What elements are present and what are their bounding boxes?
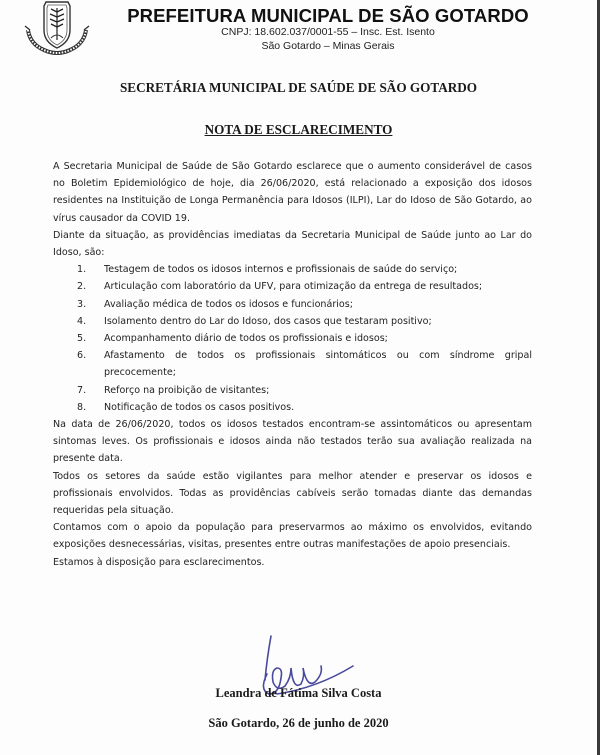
measures-list (53, 261, 532, 416)
document-title: NOTA DE ESCLARECIMENTO (204, 122, 393, 137)
list-item (53, 347, 532, 381)
list-number: 5. (77, 333, 87, 345)
status-paragraph: Na data de 26/06/2020, todos os idosos testados encontram-se assintomáticos ou apresentam sintomas leves. Os profissionais e idosos ainda não testados terão sua avaliação realizada na presente data. (53, 419, 532, 465)
list-item (53, 278, 532, 295)
list-item (53, 382, 532, 399)
list-item (53, 313, 532, 330)
intro-paragraph: A Secretaria Municipal de Saúde de São Gotardo esclarece que o aumento considerável de casos no Boletim Epidemiológico de hoje, dia 26/06/2020, está relacionado a exposição dos idosos residentes na Instituição de Longa Permanência para Idosos (ILPI), Lar do Idoso de São Gotardo, ao vírus causador da COVID 19. (53, 161, 532, 224)
vigilance-paragraph: Todos os setores da saúde estão vigilantes para melhor atender e preservar os idosos e profissionais envolvidos. Todas as providências cabíveis serão tomadas diante das demandas requeridas pela situação. (53, 470, 532, 517)
signer-name: Leandra de Fátima Silva Costa (215, 686, 382, 700)
list-text: Notificação de todos os casos positivos. (104, 401, 295, 413)
department-heading: SECRETÁRIA MUNICIPAL DE SAÚDE DE SÃO GOTARDO (119, 80, 478, 95)
list-text: Reforço na proibição de visitantes; (104, 384, 270, 396)
list-item (53, 296, 532, 313)
document-body (53, 158, 532, 571)
list-item (53, 261, 532, 278)
list-number: 8. (77, 401, 87, 413)
place-and-date: São Gotardo, 26 de junho de 2020 (208, 716, 389, 730)
support-paragraph: Contamos com o apoio da população para preservarmos ao máximo os envolvidos, evitando exposições desnecessárias, visitas, presentes entre outras manifestações de apoio presenciais. (53, 522, 532, 551)
list-number: 3. (77, 298, 87, 310)
list-text: Isolamento dentro do Lar do Idoso, dos casos que testaram positivo; (104, 315, 432, 327)
list-number: 1. (77, 264, 87, 276)
municipal-coat-of-arms-icon (22, 0, 92, 56)
list-text: Articulação com laboratório da UFV, para otimização da entrega de resultados; (104, 281, 483, 293)
cnpj-line: CNPJ: 18.602.037/0001-55 – Insc. Est. Isento (221, 26, 435, 38)
list-number: 6. (77, 350, 87, 362)
list-text: Afastamento de todos os profissionais sintomáticos ou com síndrome gripal precocemente; (104, 350, 532, 379)
list-number: 4. (77, 315, 87, 327)
list-text: Avaliação médica de todos os idosos e funcionários; (104, 298, 353, 310)
list-number: 7. (77, 384, 87, 396)
closing-line: Estamos à disposição para esclarecimentos. (53, 556, 265, 568)
location-line: São Gotardo – Minas Gerais (261, 40, 395, 52)
list-number: 2. (77, 281, 87, 293)
list-text: Testagem de todos os idosos internos e profissionais de saúde do serviço; (104, 264, 458, 276)
list-item (53, 330, 532, 347)
list-text: Acompanhamento diário de todos os profissionais e idosos; (104, 333, 388, 345)
organization-name: PREFEITURA MUNICIPAL DE SÃO GOTARDO (127, 5, 529, 26)
measures-intro: Diante da situação, as providências imediatas da Secretaria Municipal de Saúde junto ao Lar do Idoso, são: (53, 229, 532, 259)
list-item (53, 399, 532, 416)
